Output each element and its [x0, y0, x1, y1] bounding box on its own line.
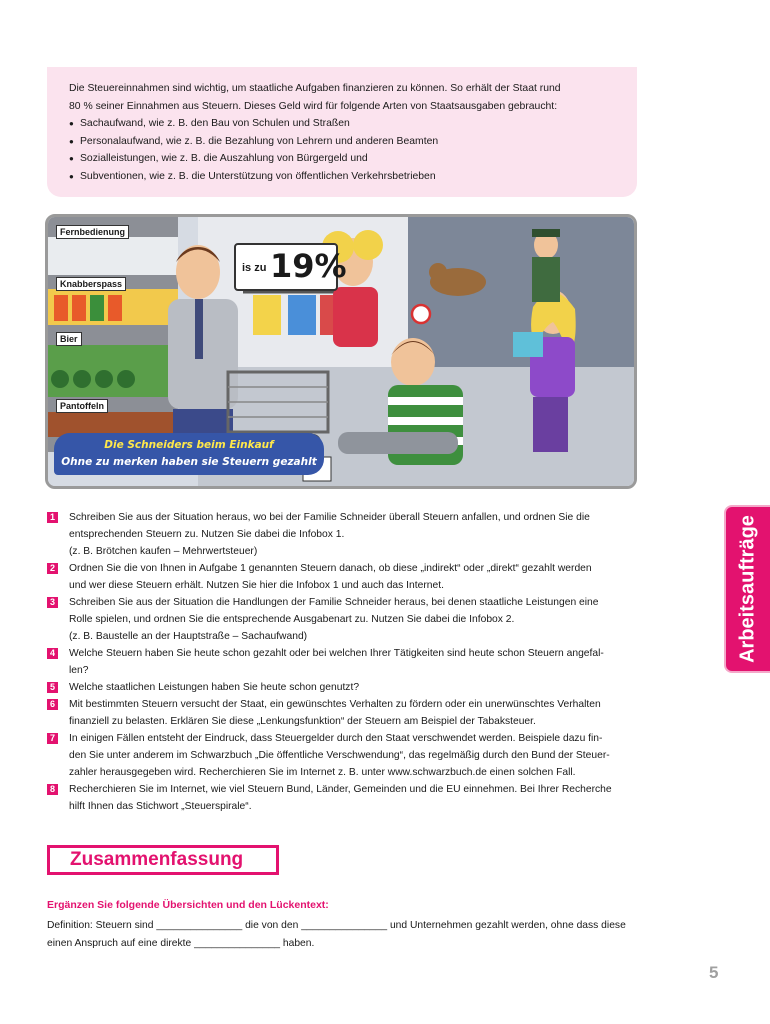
- price-prefix: is zu: [242, 262, 267, 274]
- task-line: entsprechenden Steuern zu. Nutzen Sie dabei die Infobox 1.: [69, 529, 345, 540]
- task-line: In einigen Fällen entsteht der Eindruck, dass Steuergelder durch den Staat verschwendet werden. Beispiele dazu fin-: [69, 733, 603, 744]
- task-item: [47, 679, 642, 696]
- task-item: [47, 509, 642, 560]
- task-item: [47, 560, 642, 594]
- shelf-label: Bier: [56, 332, 82, 346]
- task-number: 6: [47, 699, 58, 710]
- infobox-item: ● Subventionen, wie z. B. die Unterstützung von öffentlichen Verkehrsbetrieben: [69, 168, 615, 186]
- task-line: Ordnen Sie die von Ihnen in Aufgabe 1 genannten Steuern danach, ob diese „indirekt“ oder „direkt“ gezahlt werden: [69, 563, 592, 574]
- infobox-item: ● Sachaufwand, wie z. B. den Bau von Schulen und Straßen: [69, 115, 615, 133]
- price-tag: [234, 243, 347, 291]
- price-value: 19%: [270, 247, 347, 285]
- task-line: finanziell zu belasten. Erklären Sie diese „Lenkungsfunktion“ der Steuern am Beispiel der Tabaksteuer.: [69, 716, 536, 727]
- cloze-line: Definition: Steuern sind _______________ die von den _______________ und Unternehmen gezahlt werden, ohne dass diese: [47, 920, 626, 931]
- task-line: hilft Ihnen das Stichwort „Steuerspirale“.: [69, 801, 252, 812]
- summary-title: Zusammenfassung: [47, 845, 279, 875]
- illustration-caption: [54, 433, 324, 475]
- cloze-line: einen Anspruch auf eine direkte _______________ haben.: [47, 938, 315, 949]
- task-number: 4: [47, 648, 58, 659]
- infobox-intro-line1: Die Steuereinnahmen sind wichtig, um staatliche Aufgaben finanzieren zu können. So erhält der Staat rund: [69, 83, 561, 94]
- summary-subtitle: Ergänzen Sie folgende Übersichten und den Lückentext:: [47, 899, 329, 911]
- task-line: Welche staatlichen Leistungen haben Sie heute schon genutzt?: [69, 682, 360, 693]
- task-line: (z. B. Baustelle an der Hauptstraße – Sachaufwand): [69, 631, 308, 642]
- task-line: len?: [69, 665, 89, 676]
- shelf-label: Fernbedienung: [56, 225, 129, 239]
- task-number: 8: [47, 784, 58, 795]
- infobox-staatsausgaben: [47, 67, 637, 197]
- task-line: Schreiben Sie aus der Situation die Handlungen der Familie Schneider heraus, bei denen staatliche Leistungen eine: [69, 597, 599, 608]
- shelf-label: Pantoffeln: [56, 399, 108, 413]
- side-tab-label: Arbeitsaufträge: [736, 515, 759, 663]
- infobox-item: ● Personalaufwand, wie z. B. die Bezahlung von Lehrern und anderen Beamten: [69, 133, 615, 151]
- task-item: [47, 645, 642, 679]
- infobox-item: ● Sozialleistungen, wie z. B. die Auszahlung von Bürgergeld und: [69, 150, 615, 168]
- infobox-list: [69, 115, 615, 185]
- caption-line1: Die Schneiders beim Einkauf: [104, 439, 274, 451]
- shelf-label: Knabberspass: [56, 277, 126, 291]
- page-number: 5: [709, 963, 719, 982]
- task-line: Mit bestimmten Steuern versucht der Staat, ein gewünschtes Verhalten zu fördern oder ein unerwünschtes Verhalten: [69, 699, 601, 710]
- task-line: den Sie unter anderem im Schwarzbuch „Die öffentliche Verschwendung“, das regelmäßig durch den Bund der Steuer-: [69, 750, 610, 761]
- task-line: (z. B. Brötchen kaufen – Mehrwertsteuer): [69, 546, 258, 557]
- task-item: [47, 594, 642, 645]
- cloze-text: [47, 917, 647, 953]
- shopping-illustration: [45, 214, 637, 489]
- task-item: [47, 696, 642, 730]
- task-number: 7: [47, 733, 58, 744]
- task-line: Rolle spielen, und ordnen Sie die entsprechende Ausgabenart zu. Nutzen Sie dabei die Infobox 2.: [69, 614, 515, 625]
- task-line: Schreiben Sie aus der Situation heraus, wo bei der Familie Schneider überall Steuern anfallen, und ordnen Sie die: [69, 512, 590, 523]
- task-number: 5: [47, 682, 58, 693]
- task-number: 3: [47, 597, 58, 608]
- task-line: und wer diese Steuern erhält. Nutzen Sie hier die Infobox 1 und auch das Internet.: [69, 580, 444, 591]
- caption-line2: Ohne zu merken haben sie Steuern gezahlt: [61, 456, 317, 468]
- side-tab-arbeitsauftraege: [724, 505, 770, 673]
- task-line: zahler herausgegeben wird. Recherchieren Sie im Internet z. B. unter www.schwarzbuch.de einen solchen Fall.: [69, 767, 576, 778]
- task-list: [47, 509, 642, 815]
- task-number: 2: [47, 563, 58, 574]
- task-line: Welche Steuern haben Sie heute schon gezahlt oder bei welchen Ihrer Tätigkeiten sind heute schon Steuern angefal-: [69, 648, 604, 659]
- task-item: [47, 781, 642, 815]
- task-line: Recherchieren Sie im Internet, wie viel Steuern Bund, Länder, Gemeinden und die EU einnehmen. Bei Ihrer Recherche: [69, 784, 612, 795]
- infobox-intro-line2: 80 % seiner Einnahmen aus Steuern. Dieses Geld wird für folgende Arten von Staatsausgaben gebraucht:: [69, 100, 558, 112]
- task-number: 1: [47, 512, 58, 523]
- task-item: [47, 730, 642, 781]
